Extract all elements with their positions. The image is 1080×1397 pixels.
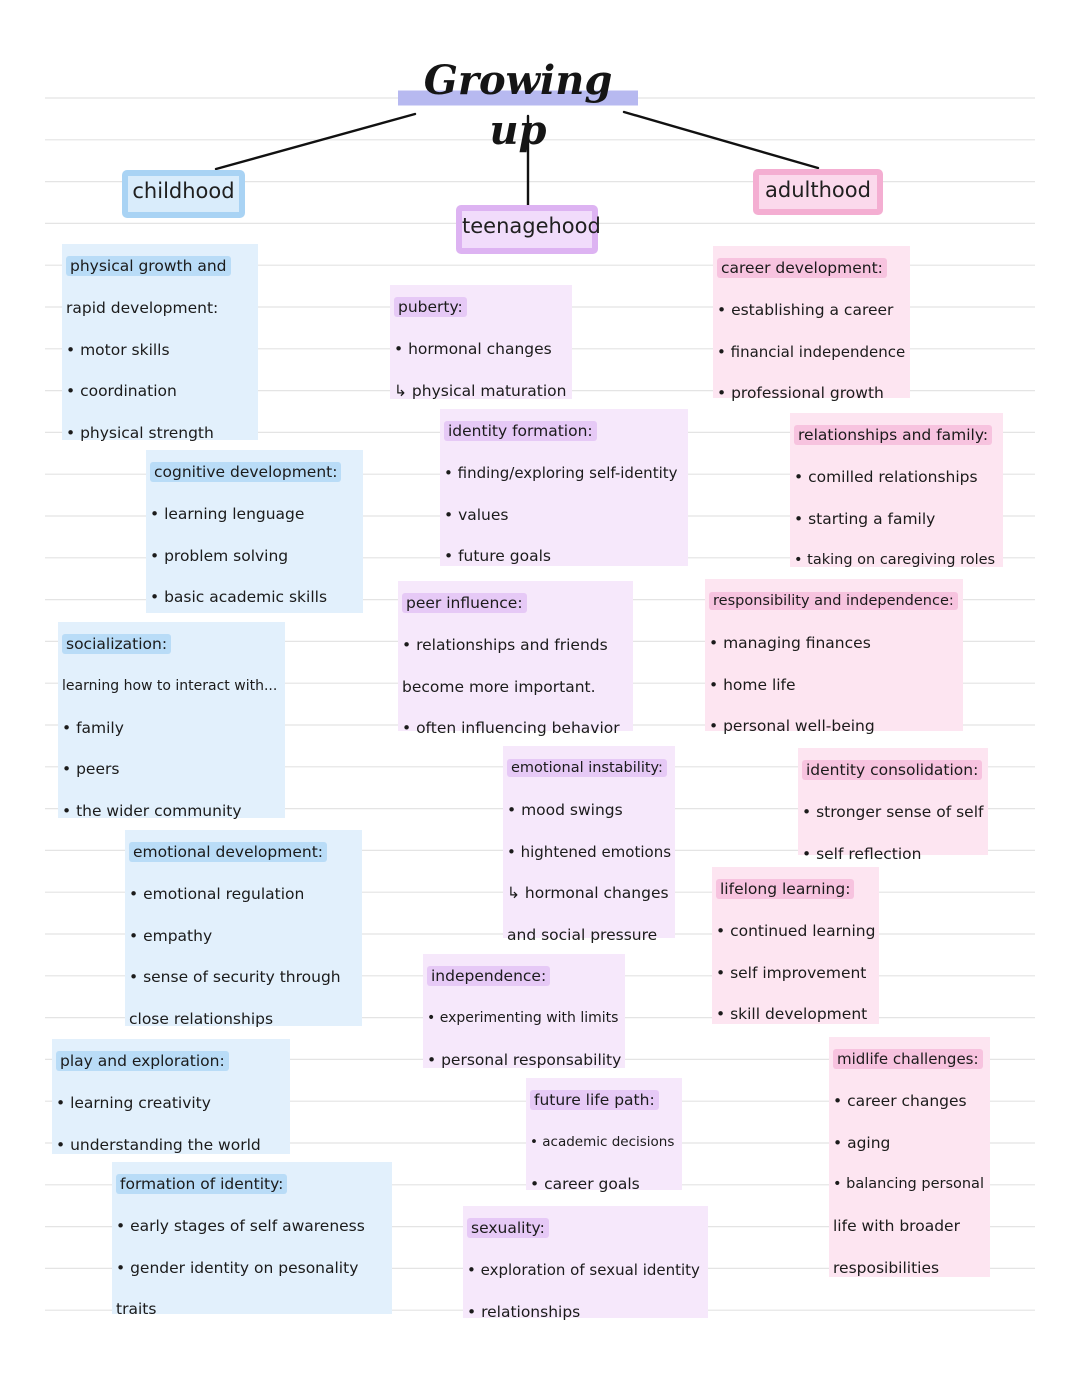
topic-item: • problem solving <box>150 546 289 565</box>
topic-lifelong-learning <box>712 867 879 1024</box>
topic-heading-text: identity consolidation: <box>802 760 982 780</box>
topic-heading-text: peer influence: <box>402 593 527 613</box>
topic-heading-text: physical growth and <box>66 256 231 276</box>
topic-cognitive-development <box>146 450 363 613</box>
topic-heading-text: cognitive development: <box>150 462 341 482</box>
stage-teenagehood: teenagehood <box>456 205 598 254</box>
topic-item: close relationships <box>129 1010 274 1029</box>
topic-physical-growth <box>62 244 258 443</box>
page-title: Growing up <box>398 56 638 112</box>
topic-item: • career changes <box>833 1091 967 1110</box>
topic-item: • financial independence <box>717 342 906 361</box>
topic-item: learning how to interact with... <box>62 677 278 694</box>
topic-item: • home life <box>709 675 796 694</box>
topic-item: • future goals <box>444 547 551 566</box>
topic-item: • hightened emotions <box>507 842 672 861</box>
topic-identity-formation <box>440 409 688 566</box>
topic-item: • continued learning <box>716 921 876 940</box>
topic-item: • understanding the world <box>56 1135 261 1154</box>
topic-heading-text: midlife challenges: <box>833 1049 983 1069</box>
topic-item: • balancing personal <box>833 1176 984 1193</box>
topic-item: • hormonal changes <box>394 339 552 358</box>
topic-heading <box>116 1164 388 1206</box>
topic-peer-influence <box>398 581 633 738</box>
stage-adulthood: adulthood <box>753 169 883 215</box>
topic-item: • learning lenguage <box>150 504 305 523</box>
topic-item: life with broader <box>833 1217 960 1236</box>
topic-heading-text: socialization: <box>62 634 171 654</box>
topic-item: • motor skills <box>66 340 170 359</box>
topic-heading <box>794 415 999 457</box>
topic-item: • mood swings <box>507 800 623 819</box>
topic-item: • professional growth <box>717 384 884 403</box>
topic-socialization <box>58 622 285 821</box>
topic-heading <box>833 1039 986 1081</box>
topic-item: • relationships and friends <box>402 635 608 654</box>
topic-heading <box>467 1208 704 1250</box>
topic-item: • starting a family <box>794 509 936 528</box>
topic-heading-text: emotional development: <box>129 842 327 862</box>
topic-item: ↳ physical maturation <box>394 381 567 400</box>
topic-heading-text: responsibility and independence: <box>709 592 958 610</box>
connector-childhood <box>216 114 415 169</box>
topic-item: • finding/exploring self-identity <box>444 463 678 482</box>
topic-sexuality <box>463 1206 708 1321</box>
topic-item: • career goals <box>530 1174 640 1193</box>
topic-item: • the wider community <box>62 802 242 821</box>
topic-item: • basic academic skills <box>150 588 328 607</box>
topic-item: • peers <box>62 760 120 779</box>
topic-item: • self reflection <box>802 844 922 863</box>
topic-item: • stronger sense of self <box>802 802 984 821</box>
topic-heading <box>402 583 629 625</box>
topic-item: • personal well-being <box>709 717 875 736</box>
topic-item: • managing finances <box>709 633 871 652</box>
topic-heading-text: emotional instability: <box>507 759 667 777</box>
topic-heading-text: career development: <box>717 258 887 278</box>
topic-item: • academic decisions <box>530 1133 675 1150</box>
topic-relationships-family <box>790 413 1003 567</box>
topic-item: and social pressure <box>507 926 658 945</box>
topic-heading-text: sexuality: <box>467 1218 549 1238</box>
topic-item: • establishing a career <box>717 300 894 319</box>
topic-future-life-path <box>526 1078 682 1193</box>
topic-identity-consolidation <box>798 748 988 863</box>
topic-heading-text: formation of identity: <box>116 1174 287 1194</box>
topic-heading-text: lifelong learning: <box>716 879 854 899</box>
topic-heading-text: relationships and family: <box>794 425 992 445</box>
topic-heading <box>427 956 621 998</box>
topic-item: • sense of security through <box>129 968 341 987</box>
topic-item: • self improvement <box>716 963 867 982</box>
topic-item: • often influencing behavior <box>402 719 620 738</box>
topic-heading <box>150 452 359 494</box>
topic-item: • personal responsability <box>427 1050 622 1069</box>
topic-heading <box>717 248 906 290</box>
topic-item: • emotional regulation <box>129 884 305 903</box>
topic-item: • experimenting with limits <box>427 1009 619 1026</box>
topic-heading <box>530 1080 678 1122</box>
topic-heading-text: independence: <box>427 966 550 986</box>
topic-item: • early stages of self awareness <box>116 1216 365 1235</box>
topic-heading <box>129 832 358 874</box>
topic-item: resposibilities <box>833 1258 940 1277</box>
connector-adulthood <box>624 112 818 168</box>
topic-heading-text: identity formation: <box>444 421 597 441</box>
topic-heading-text: future life path: <box>530 1090 659 1110</box>
topic-item: ↳ hormonal changes <box>507 884 669 903</box>
topic-emotional-development <box>125 830 362 1029</box>
topic-item: rapid development: <box>66 298 219 317</box>
topic-item: • values <box>444 505 509 524</box>
topic-formation-identity <box>112 1162 392 1319</box>
topic-independence <box>423 954 625 1068</box>
topic-heading <box>507 748 671 790</box>
topic-heading-text: play and exploration: <box>56 1051 229 1071</box>
topic-heading <box>56 1041 286 1083</box>
topic-item: • coordination <box>66 382 177 401</box>
topic-item: • empathy <box>129 926 213 945</box>
topic-midlife-challenges <box>829 1037 990 1277</box>
topic-item: • skill development <box>716 1005 868 1024</box>
topic-item: • comilled relationships <box>794 467 978 486</box>
topic-item: • physical strength <box>66 424 214 443</box>
topic-heading <box>62 624 281 666</box>
stage-childhood: childhood <box>122 170 245 218</box>
topic-responsibility-independence <box>705 579 963 736</box>
topic-puberty <box>390 285 572 399</box>
topic-emotional-instability <box>503 746 675 945</box>
topic-heading <box>709 581 959 623</box>
topic-heading-text: puberty: <box>394 297 467 317</box>
topic-heading <box>394 287 568 329</box>
topic-heading <box>716 869 875 911</box>
topic-item: • family <box>62 718 124 737</box>
topic-career-development <box>713 246 910 403</box>
topic-item: become more important. <box>402 677 596 696</box>
topic-heading <box>802 750 984 792</box>
topic-item: • relationships <box>467 1302 581 1321</box>
topic-play-exploration <box>52 1039 290 1154</box>
topic-item: • aging <box>833 1133 891 1152</box>
topic-item: traits <box>116 1300 157 1319</box>
topic-heading <box>66 246 254 288</box>
topic-item: • learning creativity <box>56 1093 211 1112</box>
topic-item: • taking on caregiving roles <box>794 552 996 569</box>
topic-item: • gender identity on pesonality <box>116 1258 359 1277</box>
topic-heading <box>444 411 684 453</box>
topic-item: • exploration of sexual identity <box>467 1260 700 1279</box>
